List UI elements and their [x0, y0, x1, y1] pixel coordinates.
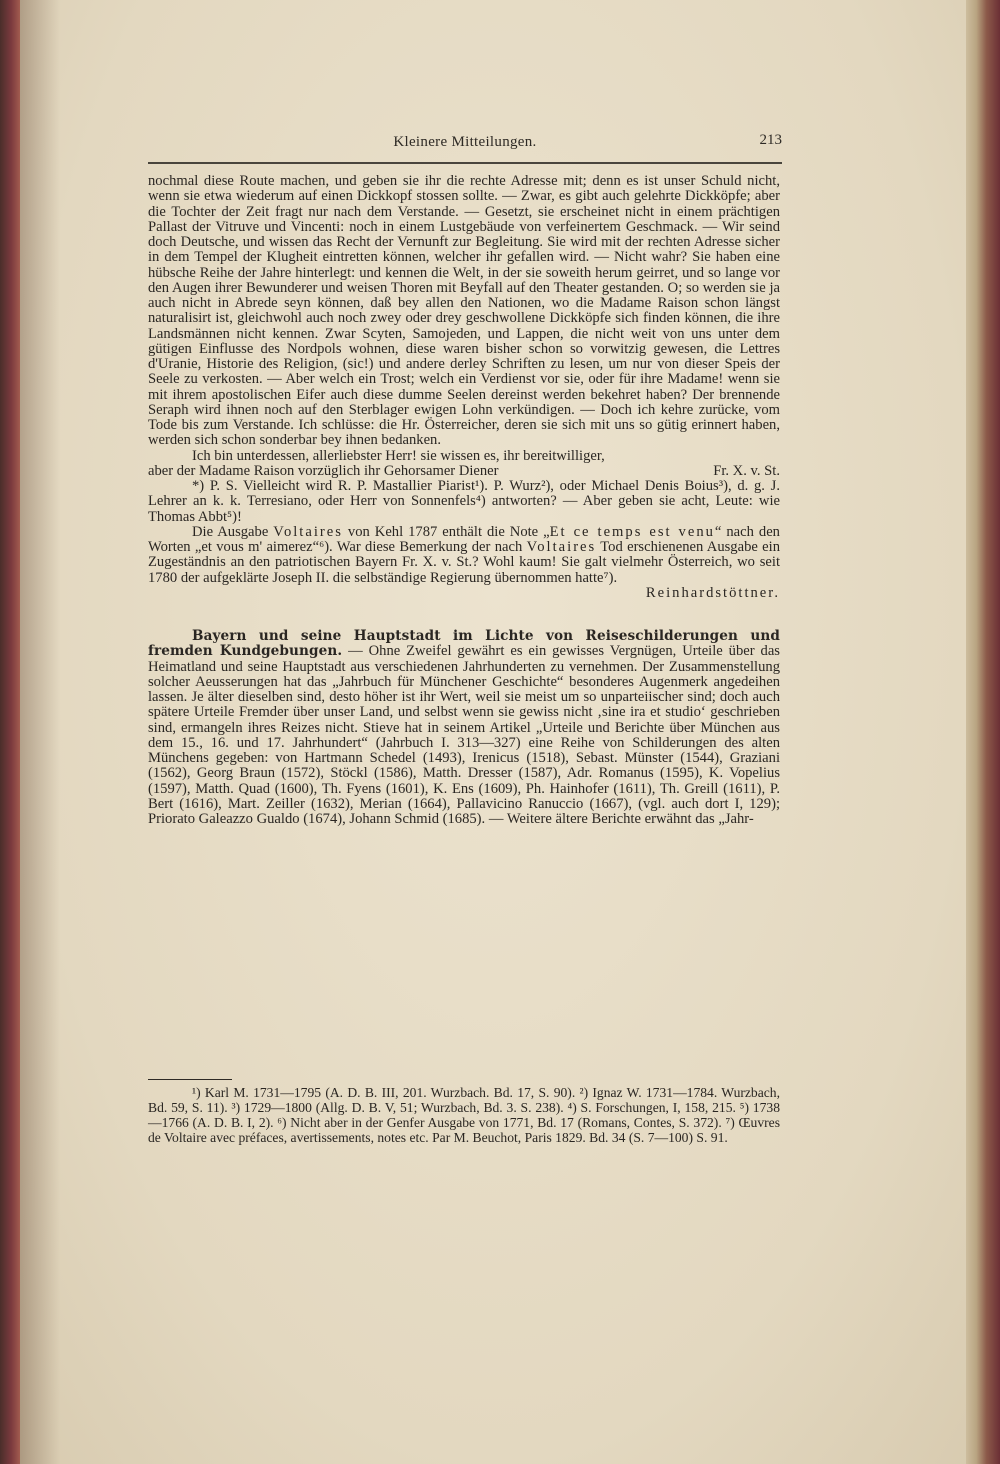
author-signature: Reinhardstöttner.: [645, 584, 780, 601]
signature-line: [148, 464, 780, 479]
footnotes: [148, 1085, 780, 1145]
main-text: [148, 174, 780, 827]
paragraph-letter: nochmal diese Route machen, und geben sie ihr die rechte Adresse mit; denn es ist unser Schuld nicht, wenn sie etwa wiederum auf einen Dickkopf stossen sollte. — Zwar, es gibt auch gelehrte Dickköpfe; aber die Tochter der Zeit fragt nur nach dem Verstande. — Gesetzt, sie erscheinet nicht in einem prächtigen Pallast der Vitruve und Vincenti: noch in einem Lustgebäude von verfeinertem Geschmack. — Wir seind doch Deutsche, und wissen das Recht der Vernunft zur Begleitung. Sie wird mit der rechten Adresse sicher in dem Tempel der Klugheit eintretten können, welcher ihr gefallen wird. — Nicht wahr? Sie haben eine hübsche Reihe der Jahre hinterlegt: und kennen die Welt, in der sie soweith herum geirret, und so lange vor den Augen ihrer Bewunderer und weisen Thoren mit Beyfall auf den Theater gestanden. O; so werden sie ja auch nicht in Abrede seyn können, daß bey allen den Nationen, wo die Madame Raison schon längst naturalisirt ist, gleichwohl auch noch zwey oder drey geschwollene Dickköpfe sich finden können, die ihre Landsmännen nicht kennen. Zwar Scyten, Samojeden, und Lappen, die nicht weit von uns unter dem gütigen Einflusse des Nordpols wohnen, diese waren bisher schon so vorwitzig gewesen, die Lettres d'Uranie, Historie des Religion, (sic!) und andere derley Schriften zu lesen, um nur von dieser Speis der Seele zu verkosten. — Aber welch ein Trost; welch ein Verdienst vor sie, oder für ihre Madame! wenn sie mit ihrem apostolischen Eifer auch diese dumme Seelen dereinst werden bekehret haben? Der brennende Seraph wird ihnen noch auf den Sterblager ewigen Lohn verkündigen. — Doch ich kehre zurücke, vom Tode bis zum Verstande. Ich schlüsse: die Hr. Österreicher, deren sie sich mit uns so gütig erinnert haben, werden sich schon sonderbar bey ihnen bedanken.: [148, 173, 780, 449]
paragraph-closing: Ich bin unterdessen, allerliebster Herr! sie wissen es, ihr bereitwilliger,: [192, 447, 605, 464]
closing-formula: aber der Madame Raison vorzüglich ihr Gehorsamer Diener: [148, 462, 499, 479]
voltaire-name: Voltaires: [273, 523, 343, 540]
running-title: Kleinere Mitteilungen.: [393, 134, 537, 150]
page-number: 213: [759, 132, 782, 148]
book-cover-edge: [966, 0, 1000, 1464]
header-rule: [148, 162, 782, 164]
signature: Fr. X. v. St.: [713, 462, 780, 479]
section-heading: Bayern und seine Hauptstadt im Lichte von Reiseschilderungen und fremden Kundgebungen.: [148, 628, 780, 660]
footnote-rule: [148, 1079, 232, 1080]
section-gap: [148, 601, 780, 629]
voltaire-name-2: Voltaires: [526, 539, 597, 555]
paragraph-commentary: Die Ausgabe Voltaires von Kehl 1787 enthält die Note „Et ce temps est venu“ nach den Worten „et vous m' aimerez“⁶). War diese Bemerkung der nach Voltaires Tod erschienenen Ausgabe ein Zugeständnis an den patriotischen Bayern Fr. X. v. St.? Wohl kaum! Sie galt vielmehr Österreich, wo seit 1780 der aufgeklärte Joseph II. die selbständige Regierung übernommen hatte⁷).: [148, 523, 780, 586]
gutter-shadow: [20, 0, 60, 1464]
paragraph-section: [148, 629, 780, 827]
quoted-note: Et ce temps est venu: [549, 523, 715, 540]
running-header: [148, 134, 782, 162]
footnote-text: ¹) Karl M. 1731—1795 (A. D. B. III, 201. Wurzbach. Bd. 17, S. 90). ²) Ignaz W. 1731—1784. Wurzbach, Bd. 59, S. 11). ³) 1729—1800 (Allg. D. B. V, 51; Wurzbach, Bd. 3. S. 238). ⁴) S. Forschungen, I, 158, 215. ⁵) 1738—1766 (A. D. B. I, 2). ⁶) Nicht aber in der Genfer Ausgabe von 1771, Bd. 17 (Romans, Contes, S. 372). ⁷) Œuvres de Voltaire avec préfaces, avertissements, notes etc. Par M. Beuchot, Paris 1829. Bd. 34 (S. 7—100) S. 91.: [148, 1085, 780, 1146]
paragraph-postscript: *) P. S. Vielleicht wird R. P. Mastallier Piarist¹). P. Wurz²), oder Michael Denis Boius³), d. g. J. Lehrer an k. k. Terresiano, oder Herr von Sonnenfels⁴) antworten? — Aber geben sie acht, Leute: wie Thomas Abbt⁵)!: [148, 478, 780, 525]
section-body: — Ohne Zweifel gewährt es ein gewisses Vergnügen, Urteile über das Heimatland und seine Hauptstadt aus verschiedenen Jahrhunderten zu vernehmen. Der Zusammenstellung solcher Aeusserungen hat das „Jahrbuch für Münchener Geschichte“ besonderes Augenmerk angedeihen lassen. Je älter dieselben sind, desto höher ist ihr Wert, weil sie meist um so unparteiischer sind; doch auch spätere Urteile Fremder über unser Land, und selbst wenn sie gewiss nicht ‚sine ira et studio‘ geschrieben sind, ermangeln ihres Reizes nicht. Stieve hat in seinem Artikel „Urteile und Berichte über München aus dem 15., 16. und 17. Jahrhundert“ (Jahrbuch I. 313—327) eine Reihe von Schilderungen des alten Münchens gegeben: von Hartmann Schedel (1493), Irenicus (1518), Sebast. Münster (1544), Graziani (1562), Georg Braun (1572), Stöckl (1586), Matth. Dresser (1587), Adr. Romanus (1595), K. Vopelius (1597), Matth. Quad (1600), Th. Fyens (1601), K. Ens (1609), Ph. Hainhofer (1611), Th. Greill (1611), P. Bert (1616), Mart. Zeiller (1632), Merian (1664), Pallavicino Ranuccio (1667), (vgl. auch dort I, 129); Priorato Galeazzo Gualdo (1674), Johann Schmid (1685). — Weitere ältere Berichte erwähnt das „Jahr-: [148, 643, 780, 827]
